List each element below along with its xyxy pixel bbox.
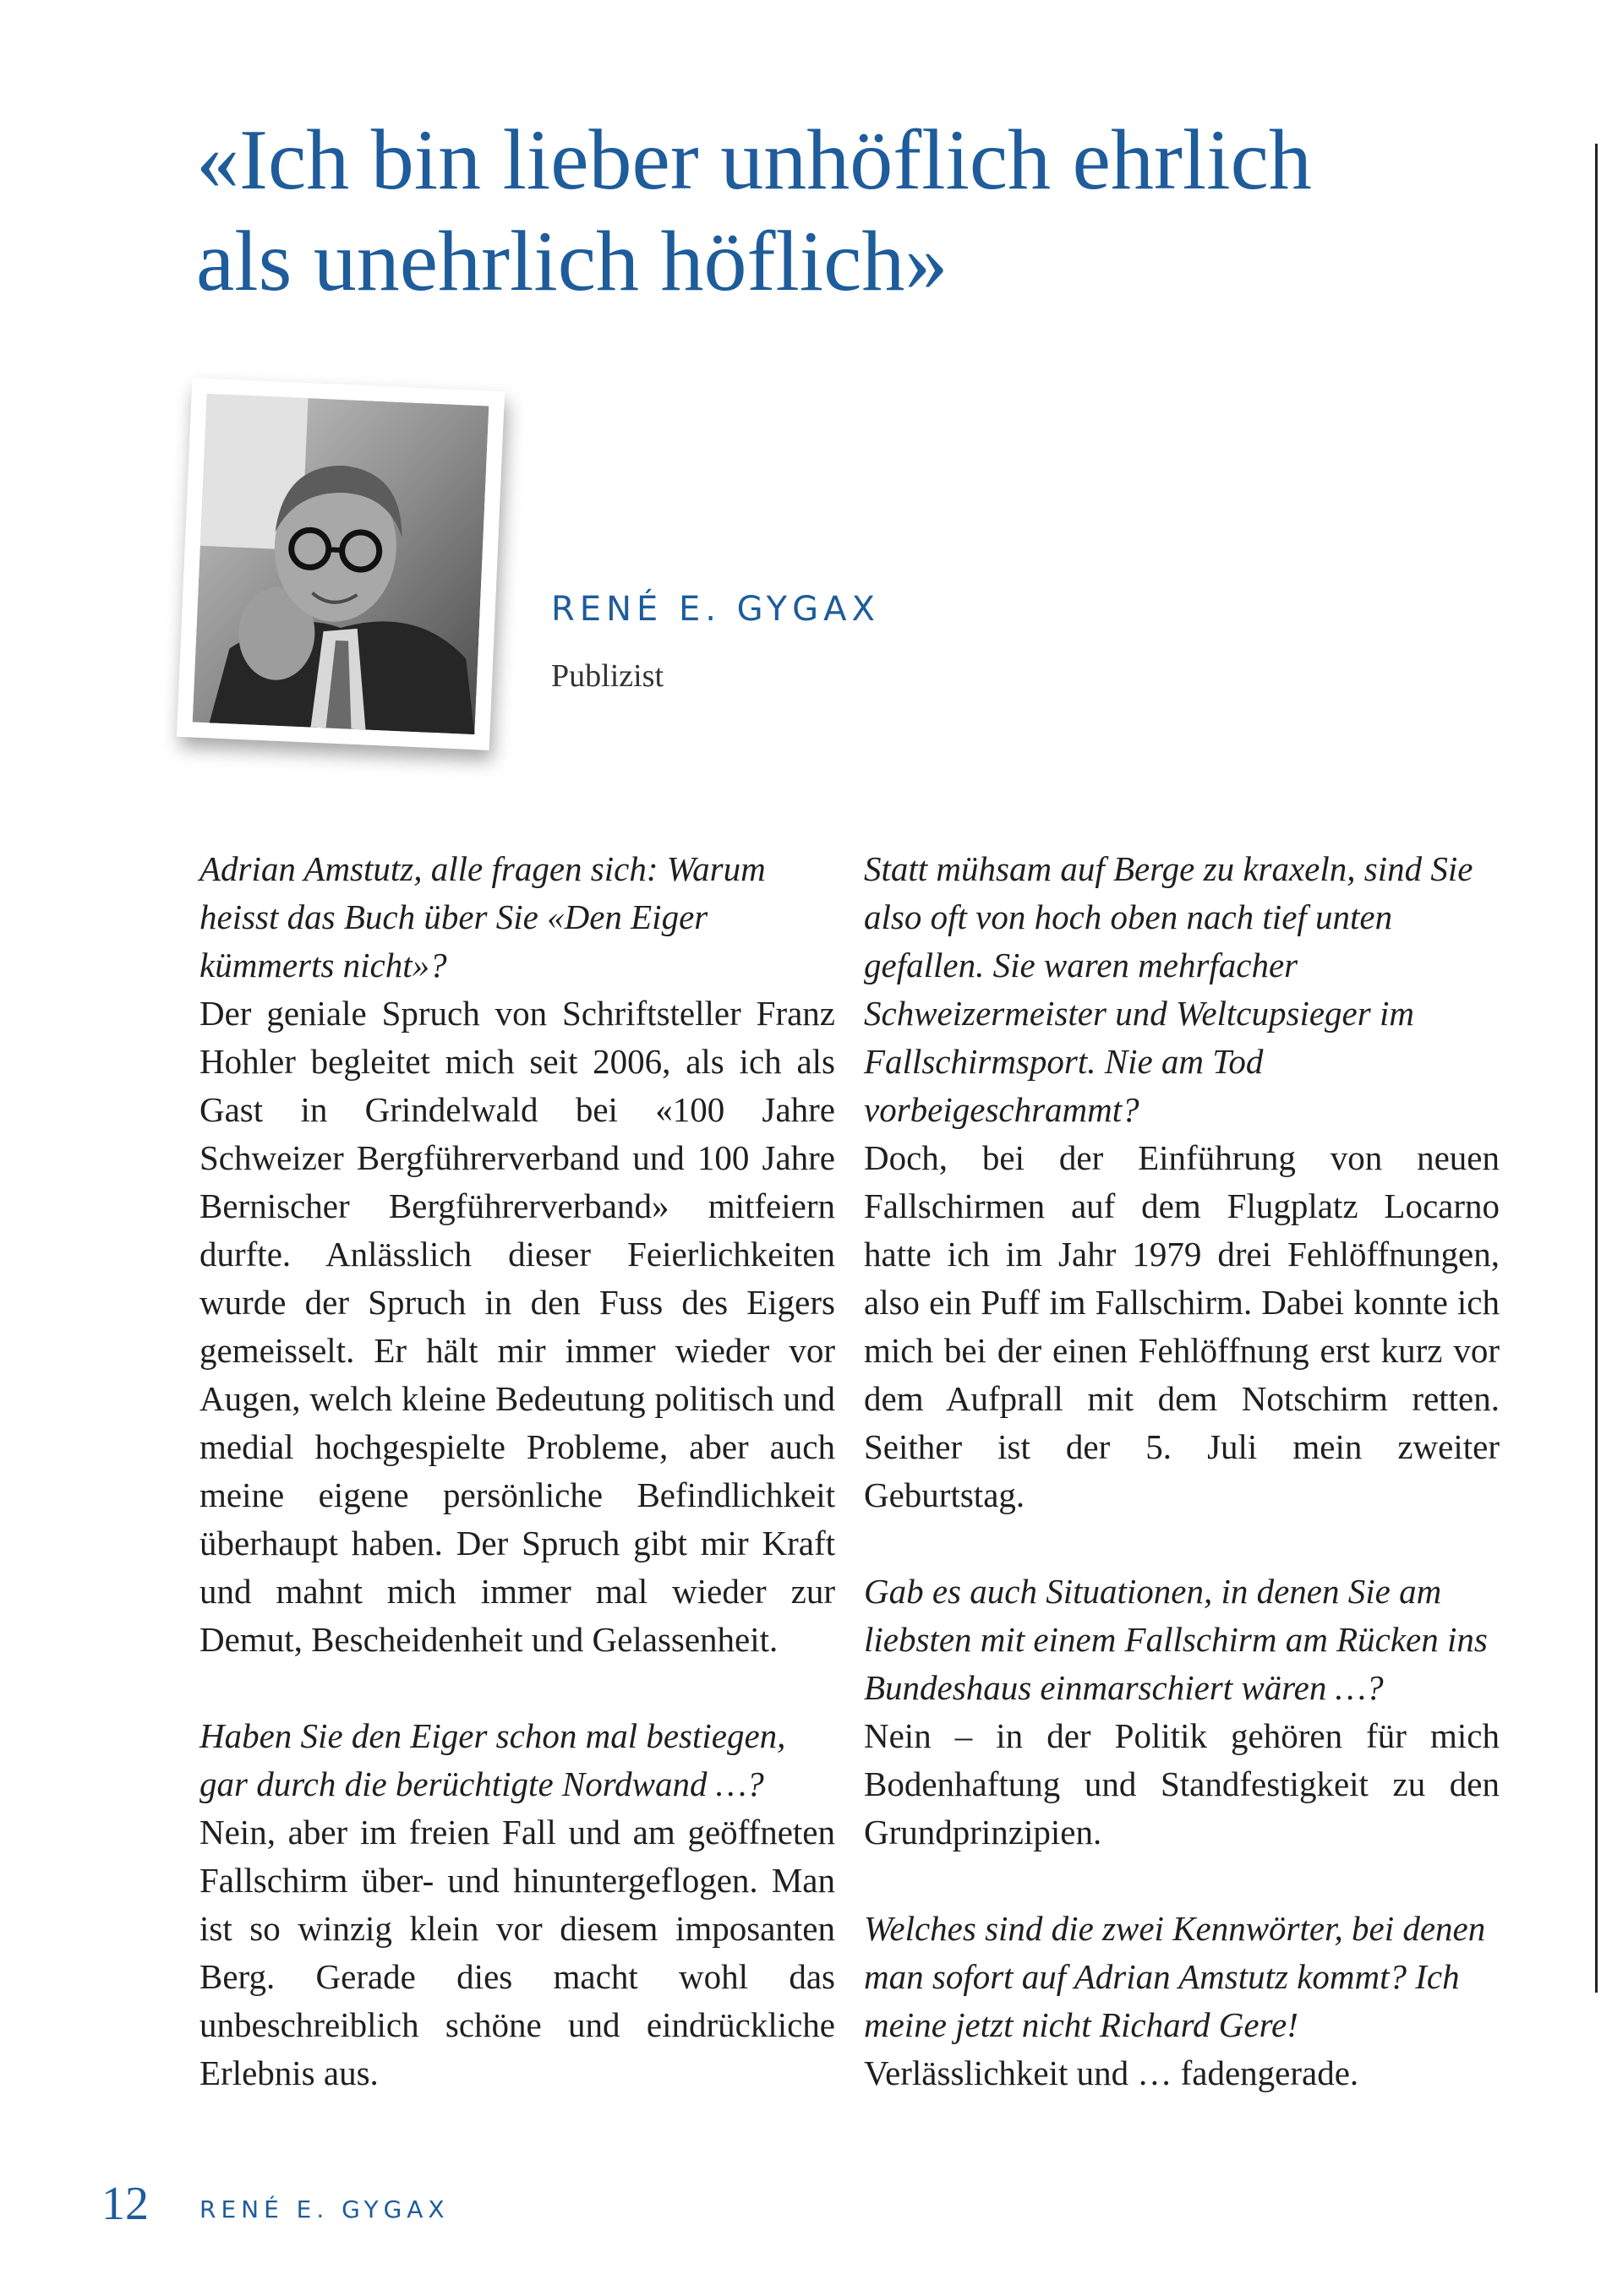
interview-column-right xyxy=(864,845,1500,2146)
qa-block xyxy=(864,1568,1500,1857)
interview-question: Welches sind die zwei Kennwörter, bei denen man sofort auf Adrian Amstutz kommt? Ich meine jetzt nicht Richard Gere! xyxy=(864,1909,1486,2044)
headline xyxy=(196,110,1380,313)
page-edge-rule xyxy=(1595,144,1598,1993)
running-head: RENÉ E. GYGAX xyxy=(199,2195,450,2223)
interview-question: Adrian Amstutz, alle fragen sich: Warum heisst das Buch über Sie «Den Eiger kümmerts nicht»? xyxy=(199,849,766,984)
author-name: RENÉ E. GYGAX xyxy=(551,590,880,629)
qa-block xyxy=(864,845,1500,1519)
interview-answer: Nein, aber im freien Fall und am geöffneten Fallschirm über- und hinuntergeflogen. Man ist so winzig klein vor diesem imposanten Berg. Gerade dies macht wohl das unbeschreiblich schöne und eindrückliche Erlebnis aus. xyxy=(199,1813,835,2092)
interview-question: Statt mühsam auf Berge zu kraxeln, sind Sie also oft von hoch oben nach tief unten gefallen. Sie waren mehrfacher Schweizermeister und Weltcupsieger im Fallschirmsport. Nie am Tod vorbeigeschrammt? xyxy=(864,849,1473,1129)
interview-answer: Nein – in der Politik gehören für mich Bodenhaftung und Standfestigkeit zu den Grundprinzipien. xyxy=(864,1716,1500,1852)
qa-block xyxy=(864,1905,1500,2097)
headline-line-2: als unehrlich höflich» xyxy=(196,214,948,309)
headline-line-1: «Ich bin lieber unhöflich ehrlich xyxy=(196,112,1312,208)
qa-block xyxy=(199,845,835,1664)
portrait-image xyxy=(193,394,489,734)
qa-block xyxy=(199,1712,835,2097)
interview-answer: Verlässlichkeit und … fadengerade. xyxy=(864,2053,1359,2092)
interview-question: Haben Sie den Eiger schon mal bestiegen, gar durch die berüchtigte Nordwand …? xyxy=(199,1716,786,1803)
interview-question: Gab es auch Situationen, in denen Sie am liebsten mit einem Fallschirm am Rücken ins Bundeshaus einmarschiert wären …? xyxy=(864,1572,1488,1707)
interview-answer: Der geniale Spruch von Schriftsteller Franz Hohler begleitet mich seit 2006, als ich als Gast in Grindelwald bei «100 Jahre Schweizer Bergführerverband und 100 Jahre Bernischer Bergführerverband» mitfeiern durfte. Anlässlich dieser Feierlichkeiten wurde der Spruch in den Fuss des Eigers gemeisselt. Er hält mir immer wieder vor Augen, welch kleine Bedeutung politisch und medial hochgespielte Probleme, aber auch meine eigene persönliche Befindlichkeit überhaupt haben. Der Spruch gibt mir Kraft und mahnt mich immer mal wieder zur Demut, Bescheidenheit und Gelassenheit. xyxy=(199,994,835,1659)
author-role: Publizist xyxy=(551,658,664,694)
interview-answer: Doch, bei der Einführung von neuen Fallschirmen auf dem Flugplatz Locarno hatte ich im Jahr 1979 drei Fehlöffnungen, also ein Puff im Fallschirm. Dabei konnte ich mich bei der einen Fehlöffnung erst kurz vor dem Aufprall mit dem Notschirm retten. Seither ist der 5. Juli mein zweiter Geburtstag. xyxy=(864,1138,1500,1514)
page-number: 12 xyxy=(101,2178,149,2230)
interview-column-left xyxy=(199,845,835,2146)
author-portrait xyxy=(177,378,505,750)
